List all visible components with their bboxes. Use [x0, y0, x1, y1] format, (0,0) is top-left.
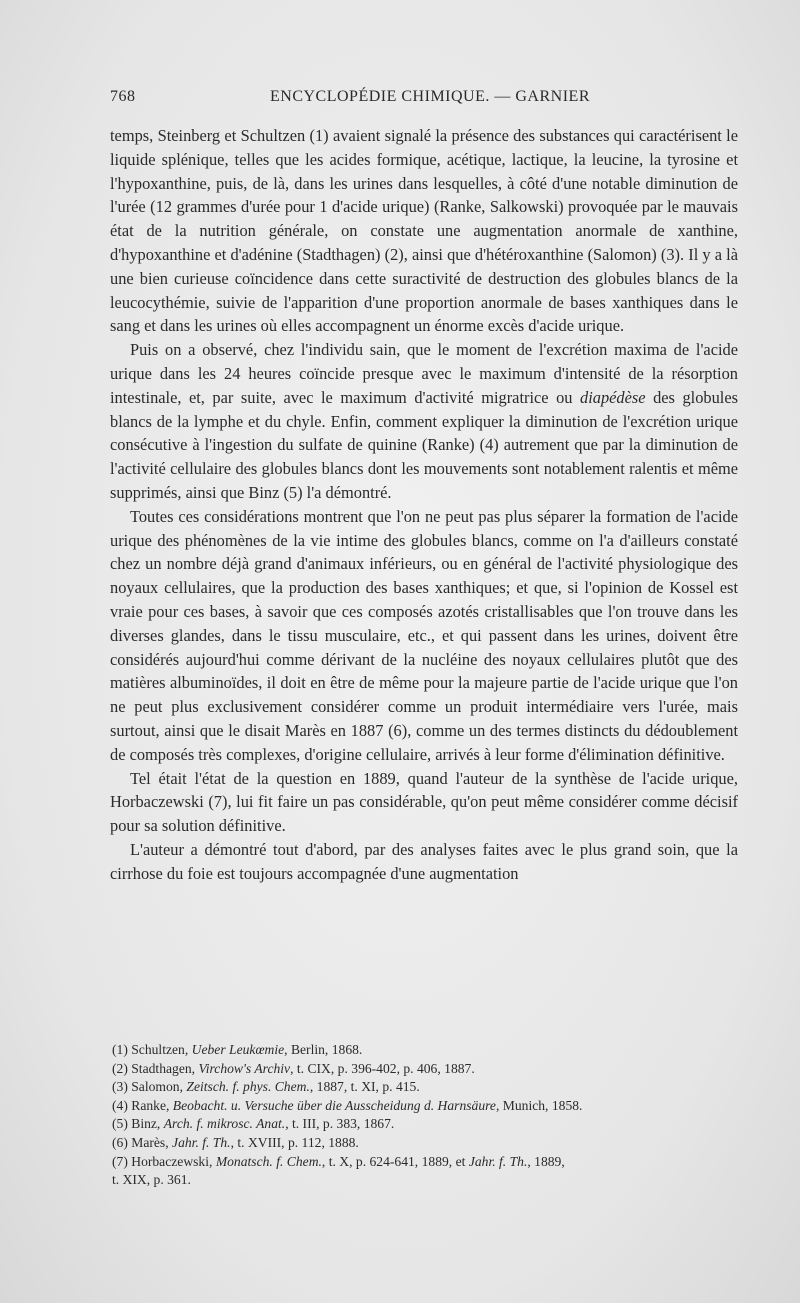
- footnote-2: (2) Stadthagen, Virchow's Archiv, t. CIX, p. 396-402, p. 406, 1887.: [112, 1060, 475, 1076]
- paragraph-2-end: des globules blancs de la lymphe et du chyle. Enfin, comment expliquer la diminution de l'excrétion urique consécutive à l'ingestion du sulfate de quinine (Ranke) (4) autrement que par la diminution de l'activité cellulaire des globules blancs dont les mouvements sont notablement ralentis et même supprimés, ainsi que Binz (5) l'a démontré.: [110, 387, 738, 502]
- paragraph-2-start: Puis on a observé, chez l'individu sain, que le moment de l'excrétion maxima de l'acide urique dans les 24 heures coïncide presque avec le maximum d'intensité de la résorption intestinale, et, par suite, avec le maximum d'activité migratrice ou: [110, 340, 738, 407]
- running-title: ENCYCLOPÉDIE CHIMIQUE. — GARNIER: [270, 88, 590, 105]
- footnote-5: (5) Binz, Arch. f. mikrosc. Anat., t. III, p. 383, 1867.: [112, 1116, 395, 1132]
- paragraph-2: [110, 338, 738, 505]
- footnote-1: (1) Schultzen, Ueber Leukœmie, Berlin, 1868.: [112, 1042, 363, 1057]
- paragraph-3: Toutes ces considérations montrent que l'on ne peut pas plus séparer la formation de l'acide urique des phénomènes de la vie intime des globules blancs, comme on l'a d'ailleurs constaté chez un nombre déjà grand d'animaux inférieurs, ou en général de l'activité physiologique des noyaux cellulaires, que la production des bases xanthiques; et que, si l'opinion de Kossel est vraie pour ces bases, à savoir que ces composés azotés cristallisables que l'on trouve dans les diverses glandes, dans le tissu musculaire, etc., et qui passent dans les urines, doivent être considérés aujourd'hui comme dérivant de la nucléine des noyaux cellulaires plutôt que des matières albuminoïdes, il doit en être de même pour la majeure partie de l'acide urique que l'on ne peut plus exclusivement considérer comme un produit intermédiaire vers l'urée, mais surtout, ainsi que le disait Marès en 1887 (6), comme un des termes distincts du dédoublement de composés très complexes, d'origine cellulaire, arrivés à leur forme d'élimination définitive.: [110, 506, 738, 764]
- page-number: 768: [110, 88, 136, 105]
- footnote-3: (3) Salomon, Zeitsch. f. phys. Chem., 1887, t. XI, p. 415.: [112, 1079, 420, 1095]
- footnote-7-continuation: t. XIX, p. 361.: [112, 1172, 191, 1188]
- footnote-4: (4) Ranke, Beobacht. u. Versuche über die Ausscheidung d. Harnsäure, Munich, 1858.: [112, 1097, 583, 1113]
- paragraph-2-italic-term: diapédèse: [580, 387, 646, 407]
- paragraph-1: temps, Steinberg et Schultzen (1) avaient signalé la présence des substances qui caractérisent le liquide splénique, telles que les acides formique, acétique, lactique, la leucine, la tyrosine et l'hypoxanthine, puis, de là, dans les urines dans lesquelles, à côté d'une notable diminution de l'urée (12 grammes d'urée pour 1 d'acide urique) (Ranke, Salkowski) provoquée par le mauvais état de la nutrition générale, on constate une augmentation anormale de xanthine, d'hypoxanthine et d'adénine (Stadthagen) (2), ainsi que d'hétéroxanthine (Salomon) (3). Il y a là une bien curieuse coïncidence dans cette suractivité de destruction des globules blancs de la leucocythémie, suivie de l'apparition d'une proportion anormale de bases xanthiques dans le sang et dans les urines où elles accompagnent un énorme excès d'acide urique.: [110, 126, 738, 336]
- paragraph-5: L'auteur a démontré tout d'abord, par des analyses faites avec le plus grand soin, que la cirrhose du foie est toujours accompagnée d'une augmentation: [110, 839, 738, 883]
- paragraph-4: Tel était l'état de la question en 1889, quand l'auteur de la synthèse de l'acide urique, Horbaczewski (7), lui fit faire un pas considérable, qu'on peut même considérer comme décisif pour sa solution définitive.: [110, 768, 738, 836]
- footnote-7: (7) Horbaczewski, Monatsch. f. Chem., t. X, p. 624-641, 1889, et Jahr. f. Th., 1889,: [112, 1153, 565, 1169]
- footnote-6: (6) Marès, Jahr. f. Th., t. XVIII, p. 112, 1888.: [112, 1134, 359, 1150]
- main-text: [110, 124, 738, 886]
- footnotes: [112, 1041, 738, 1190]
